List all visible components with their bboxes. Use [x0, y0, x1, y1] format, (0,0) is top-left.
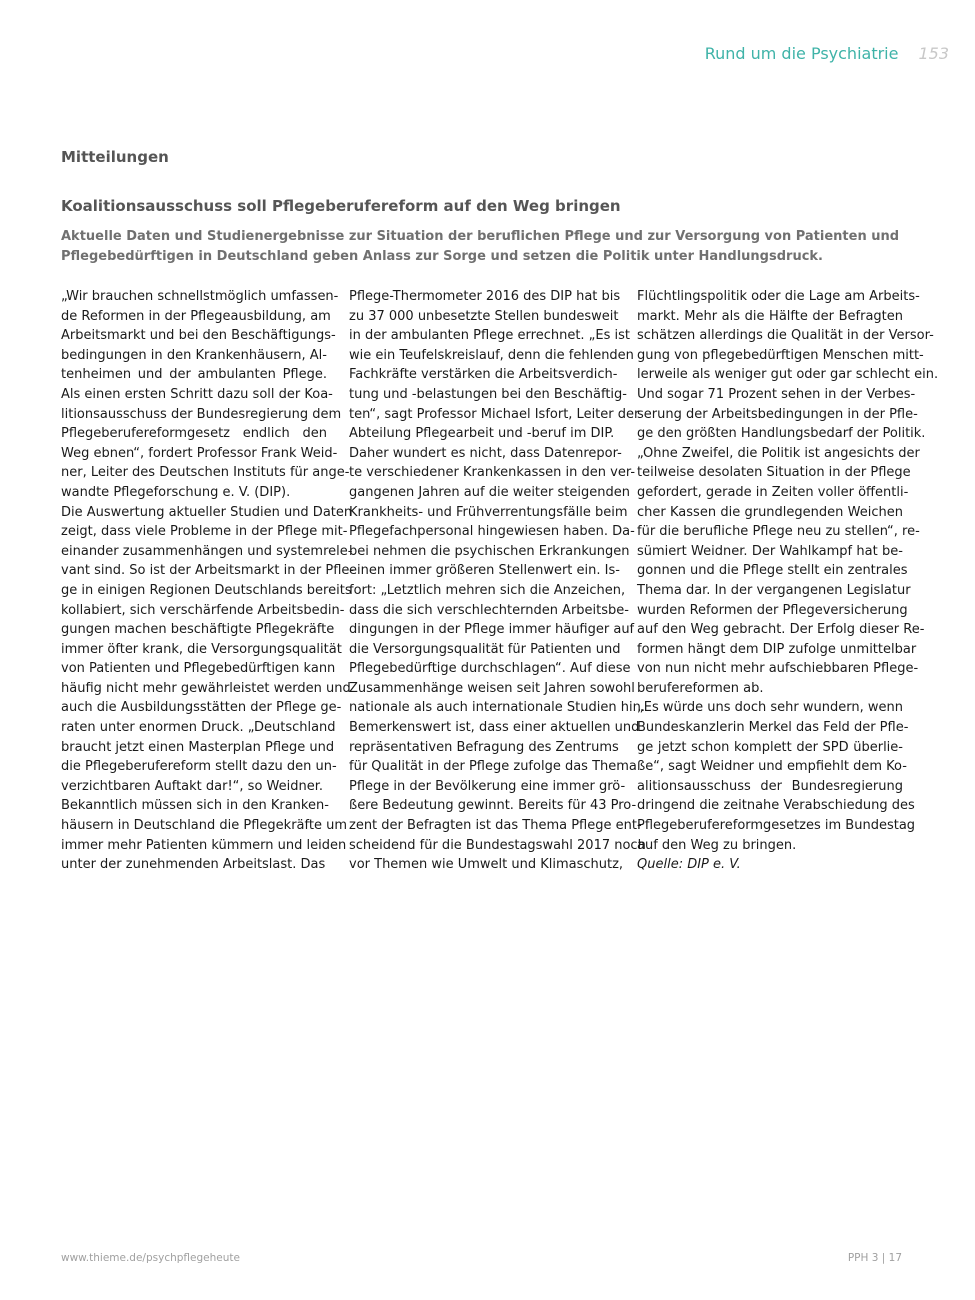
- text-line: ner, Leiter des Deutschen Instituts für ange-: [61, 465, 350, 481]
- text-line: Bekanntlich müssen sich in den Kranken-: [61, 798, 329, 814]
- text-line: Daher wundert es nicht, dass Datenrepor-: [349, 445, 622, 461]
- text-line: de Reformen in der Pflegeausbildung, am: [61, 308, 331, 324]
- text-column-3: [637, 287, 939, 875]
- text-line: raten unter enormen Druck. „Deutschland: [61, 720, 336, 736]
- page-number: 153: [918, 44, 949, 63]
- section-title: Mitteilungen: [61, 148, 169, 166]
- text-line: formen hängt dem DIP zufolge unmittelbar: [637, 641, 917, 657]
- text-line: fort: „Letztlich mehren sich die Anzeichen,: [349, 582, 626, 598]
- running-head: [705, 44, 949, 63]
- text-line: schätzen allerdings die Qualität in der Versor-: [637, 328, 934, 344]
- text-line: Abteilung Pflegearbeit und -beruf im DIP.: [349, 426, 615, 442]
- text-line: häufig nicht mehr gewährleistet werden und: [61, 680, 351, 696]
- text-line: markt. Mehr als die Hälfte der Befragten: [637, 308, 903, 324]
- text-line: immer öfter krank, die Versorgungsqualität: [61, 641, 342, 657]
- text-line: „Es würde uns doch sehr wundern, wenn: [637, 700, 903, 716]
- text-line: Die Auswertung aktueller Studien und Daten: [61, 504, 353, 520]
- text-line: nationale als auch internationale Studien hin.: [349, 700, 645, 716]
- text-line: litionsausschuss der Bundesregierung dem: [61, 406, 342, 422]
- text-line: serung der Arbeitsbedingungen in der Pfle-: [637, 406, 918, 422]
- text-line: zeigt, dass viele Probleme in der Pflege mit-: [61, 524, 348, 540]
- text-line: einander zusammenhängen und systemrele-: [61, 543, 353, 559]
- text-line: ge den größten Handlungsbedarf der Politik.: [637, 426, 926, 442]
- text-line: tenheimen und der ambulanten Pflege.: [61, 367, 327, 383]
- text-line: alitionsausschuss der Bundesregierung: [637, 778, 903, 794]
- text-line: dringend die zeitnahe Verabschiedung des: [637, 798, 915, 814]
- text-line: immer mehr Patienten kümmern und leiden: [61, 837, 347, 853]
- text-line: repräsentativen Befragung des Zentrums: [349, 739, 619, 755]
- text-line: Pflege-Thermometer 2016 des DIP hat bis: [349, 289, 621, 304]
- text-line: „Wir brauchen schnellstmöglich umfassen-: [61, 289, 339, 304]
- running-head-section: Rund um die Psychiatrie: [704, 44, 899, 63]
- text-line: die Versorgungsqualität für Patienten und: [349, 641, 621, 657]
- text-line: ße“, sagt Weidner und empfiehlt dem Ko-: [637, 759, 907, 775]
- text-line: in der ambulanten Pflege errechnet. „Es ist: [349, 328, 631, 344]
- text-line: te verschiedener Krankenkassen in den ver-: [349, 465, 636, 481]
- text-line: Pflegeberufereformgesetz endlich den: [61, 426, 327, 442]
- text-line: Weg ebnen“, fordert Professor Frank Weid-: [61, 445, 338, 461]
- text-line: gefordert, gerade in Zeiten voller öffentli-: [637, 484, 909, 500]
- text-line: bedingungen in den Krankenhäusern, Al-: [61, 347, 327, 363]
- text-line: auf den Weg zu bringen.: [637, 837, 797, 853]
- text-line: vor Themen wie Umwelt und Klimaschutz,: [349, 857, 624, 873]
- text-line: Zusammenhänge weisen seit Jahren sowohl: [349, 680, 635, 696]
- text-line: einen immer größeren Stellenwert ein. Is-: [349, 563, 620, 579]
- footer-url: www.thieme.de/psychpflegeheute: [61, 1252, 240, 1264]
- text-line: berufereformen ab.: [637, 680, 764, 696]
- text-line: Pflegebedürftige durchschlagen“. Auf diese: [349, 661, 631, 677]
- text-line: cher Kassen die grundlegenden Weichen: [637, 504, 903, 520]
- text-column-1: [61, 287, 355, 875]
- text-line: Als einen ersten Schritt dazu soll der Koa-: [61, 386, 333, 402]
- text-line: für die berufliche Pflege neu zu stellen“, re-: [637, 524, 920, 540]
- text-line: braucht jetzt einen Masterplan Pflege und: [61, 739, 335, 755]
- text-line: für Qualität in der Pflege zufolge das Thema: [349, 759, 637, 775]
- text-line: sümiert Weidner. Der Wahlkampf hat be-: [637, 543, 903, 559]
- text-line: dingungen in der Pflege immer häufiger auf: [349, 622, 635, 638]
- text-line: Bundeskanzlerin Merkel das Feld der Pfle-: [637, 720, 909, 736]
- text-line: gangenen Jahren auf die weiter steigenden: [349, 484, 630, 500]
- text-line: die Pflegeberufereform stellt dazu den un-: [61, 759, 337, 775]
- text-line: Krankheits- und Frühverrentungsfälle beim: [349, 504, 628, 520]
- text-line: gonnen und die Pflege stellt ein zentrales: [637, 563, 908, 579]
- article-title: Koalitionsausschuss soll Pflegeberufereform auf den Weg bringen: [61, 197, 621, 215]
- text-line: Arbeitsmarkt und bei den Beschäftigungs-: [61, 328, 336, 344]
- text-line: gung von pflegebedürftigen Menschen mitt-: [637, 347, 924, 363]
- text-column-2: [349, 287, 646, 875]
- text-line: von Patienten und Pflegebedürftigen kann: [61, 661, 336, 677]
- text-line: dass die sich verschlechternden Arbeitsbe-: [349, 602, 629, 618]
- text-line: Quelle: DIP e. V.: [637, 857, 741, 873]
- article-lead: Aktuelle Daten und Studienergebnisse zur Situation der beruflichen Pflege und zur Versorgung von Patienten und Pflegebedürftigen in Deutschland geben Anlass zur Sorge und setzen die Politik unter Handlungsdruck.: [61, 229, 900, 264]
- footer-issue: PPH 3 | 17: [847, 1252, 902, 1264]
- text-line: auf den Weg gebracht. Der Erfolg dieser Re-: [637, 622, 925, 638]
- text-line: Bemerkenswert ist, dass einer aktuellen und: [349, 720, 640, 736]
- text-line: vant sind. So ist der Arbeitsmarkt in der Pfle-: [61, 563, 355, 579]
- text-line: teilweise desolaten Situation in der Pflege: [637, 465, 911, 481]
- text-line: ßere Bedeutung gewinnt. Bereits für 43 Pro-: [349, 798, 637, 814]
- text-line: von nun nicht mehr aufschiebbaren Pflege-: [637, 661, 919, 677]
- text-line: wandte Pflegeforschung e. V. (DIP).: [61, 484, 291, 500]
- text-line: tung und -belastungen bei den Beschäftig-: [349, 386, 627, 402]
- text-line: kollabiert, sich verschärfende Arbeitsbedin-: [61, 602, 345, 618]
- text-line: scheidend für die Bundestagswahl 2017 noch: [349, 837, 646, 853]
- text-line: zu 37 000 unbesetzte Stellen bundesweit: [349, 308, 619, 324]
- text-line: „Ohne Zweifel, die Politik ist angesichts der: [637, 445, 920, 461]
- text-line: Pflegeberufereformgesetzes im Bundestag: [637, 818, 916, 834]
- text-line: zent der Befragten ist das Thema Pflege ent-: [349, 818, 642, 834]
- text-line: ge in einigen Regionen Deutschlands bereits: [61, 582, 352, 598]
- text-line: Flüchtlingspolitik oder die Lage am Arbeits-: [637, 289, 920, 304]
- text-line: bei nehmen die psychischen Erkrankungen: [349, 543, 630, 559]
- text-line: unter der zunehmenden Arbeitslast. Das: [61, 857, 326, 873]
- text-line: Und sogar 71 Prozent sehen in der Verbes-: [637, 386, 916, 402]
- text-line: wurden Reformen der Pflegeversicherung: [637, 602, 908, 618]
- text-line: ten“, sagt Professor Michael Isfort, Leiter der: [349, 406, 640, 422]
- text-line: häusern in Deutschland die Pflegekräfte um: [61, 818, 347, 834]
- text-line: ge jetzt schon komplett der SPD überlie-: [637, 739, 903, 755]
- text-line: lerweile als weniger gut oder gar schlecht ein.: [637, 367, 939, 383]
- text-line: Pflegefachpersonal hingewiesen haben. Da-: [349, 524, 635, 540]
- text-line: auch die Ausbildungsstätten der Pflege ge-: [61, 700, 342, 716]
- text-line: Pflege in der Bevölkerung eine immer grö-: [349, 778, 626, 794]
- text-line: wie ein Teufelskreislauf, denn die fehlenden: [349, 347, 634, 363]
- text-line: Fachkräfte verstärken die Arbeitsverdich-: [349, 367, 618, 383]
- text-line: Thema dar. In der vergangenen Legislatur: [637, 582, 911, 598]
- text-line: gungen machen beschäftigte Pflegekräfte: [61, 622, 335, 638]
- text-line: verzichtbaren Auftakt dar!“, so Weidner.: [61, 778, 324, 794]
